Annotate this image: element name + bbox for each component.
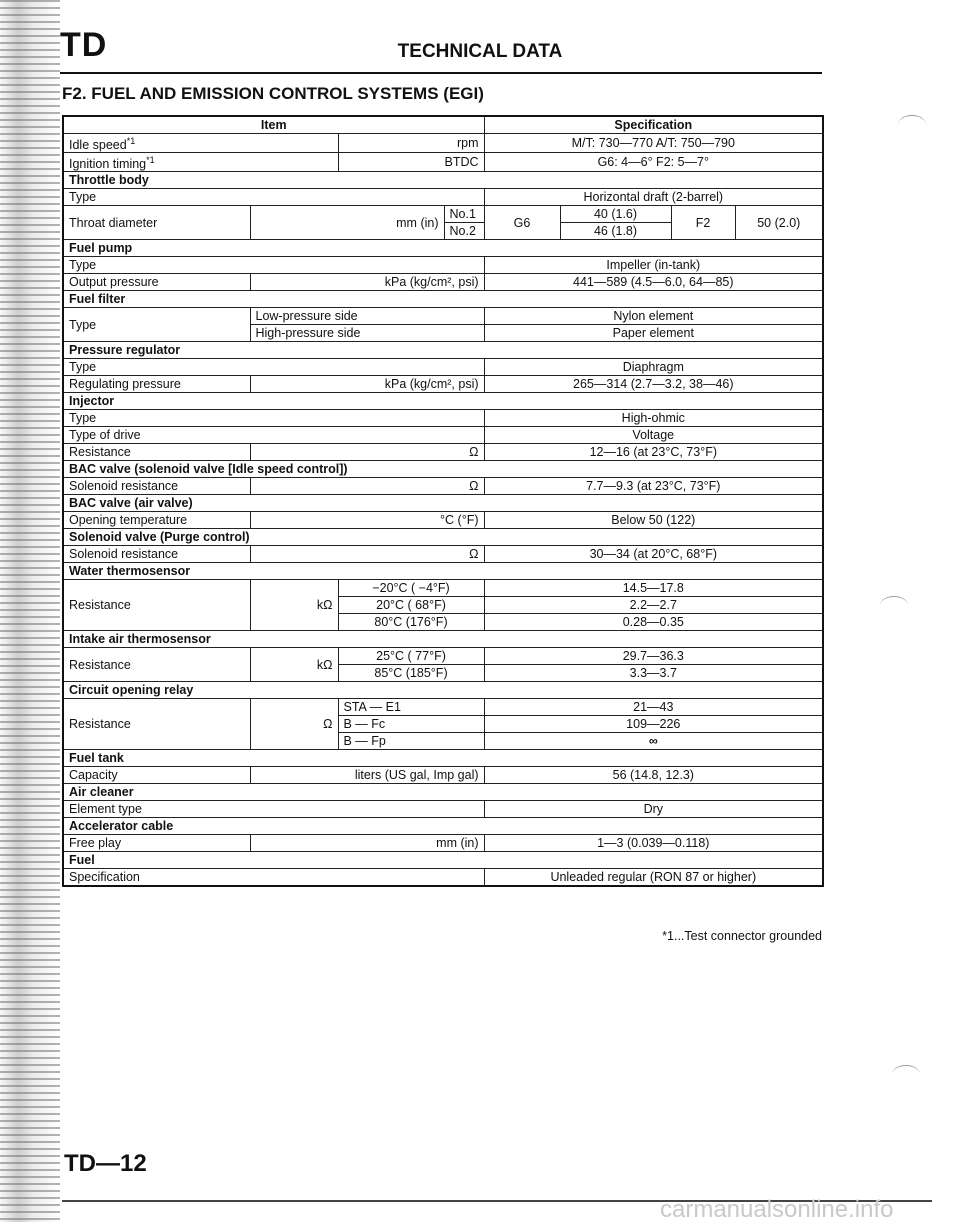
table-header-row	[63, 116, 823, 134]
section-title: F2. FUEL AND EMISSION CONTROL SYSTEMS (EGI)	[62, 84, 484, 103]
row-value: 0.28—0.35	[484, 614, 823, 631]
row-label: Type	[63, 257, 484, 274]
row-unit: mm (in)	[250, 206, 444, 240]
section-row	[63, 852, 823, 869]
table-row	[63, 767, 823, 784]
table-row	[63, 546, 823, 563]
header-rule	[60, 72, 822, 74]
row-label: Type	[63, 189, 484, 206]
table-row	[63, 580, 823, 597]
row-label: Regulating pressure	[63, 376, 250, 393]
header-title: TECHNICAL DATA	[397, 41, 563, 62]
margin-mark	[892, 1065, 920, 1084]
row-value: Paper element	[484, 325, 823, 342]
row-label: Free play	[63, 835, 250, 852]
table-row	[63, 134, 823, 153]
row-value: 7.7—9.3 (at 23°C, 73°F)	[484, 478, 823, 495]
row-value: 29.7—36.3	[484, 648, 823, 665]
section-heading: Solenoid valve (Purge control)	[63, 529, 823, 546]
row-label: Resistance	[63, 444, 250, 461]
section-row	[63, 240, 823, 257]
section-heading: Air cleaner	[63, 784, 823, 801]
row-value: 109—226	[484, 716, 823, 733]
section-row	[63, 529, 823, 546]
section-heading: Accelerator cable	[63, 818, 823, 835]
row-unit: Ω	[250, 478, 484, 495]
row-value: Dry	[484, 801, 823, 818]
sub-label: High-pressure side	[250, 325, 484, 342]
row-label: Type of drive	[63, 427, 484, 444]
sub-label: STA — E1	[338, 699, 484, 716]
sub-label: G6	[484, 206, 560, 240]
row-value: 3.3—3.7	[484, 665, 823, 682]
row-value: Impeller (in-tank)	[484, 257, 823, 274]
row-label: Specification	[63, 869, 484, 887]
row-unit: kPa (kg/cm², psi)	[250, 274, 484, 291]
row-unit: kΩ	[250, 648, 338, 682]
section-heading: Circuit opening relay	[63, 682, 823, 699]
row-label: Resistance	[63, 648, 250, 682]
row-unit: °C (°F)	[250, 512, 484, 529]
row-unit: Ω	[250, 699, 338, 750]
row-unit: mm (in)	[250, 835, 484, 852]
table-row	[63, 444, 823, 461]
row-value: 30—34 (at 20°C, 68°F)	[484, 546, 823, 563]
section-heading: Intake air thermosensor	[63, 631, 823, 648]
table-row	[63, 359, 823, 376]
table-row	[63, 410, 823, 427]
row-label: Throat diameter	[63, 206, 250, 240]
table-row	[63, 801, 823, 818]
row-value: Nylon element	[484, 308, 823, 325]
row-label: Solenoid resistance	[63, 546, 250, 563]
sub-label: No.2	[444, 223, 484, 240]
sub-label: 20°C ( 68°F)	[338, 597, 484, 614]
table-row	[63, 206, 823, 223]
row-label: Type	[63, 359, 484, 376]
row-label: Type	[63, 308, 250, 342]
row-label: Element type	[63, 801, 484, 818]
row-label: Capacity	[63, 767, 250, 784]
section-heading: Fuel tank	[63, 750, 823, 767]
row-value: 265—314 (2.7—3.2, 38—46)	[484, 376, 823, 393]
row-unit: rpm	[338, 134, 484, 153]
watermark: carmanualsonline.info	[660, 1196, 894, 1223]
row-unit: BTDC	[338, 153, 484, 172]
row-value: 40 (1.6)	[560, 206, 671, 223]
sub-label: −20°C ( −4°F)	[338, 580, 484, 597]
table-row	[63, 274, 823, 291]
section-row	[63, 495, 823, 512]
table-row	[63, 376, 823, 393]
row-value: G6: 4—6° F2: 5—7°	[484, 153, 823, 172]
row-value: High-ohmic	[484, 410, 823, 427]
row-label: Idle speed$^{*1}$	[63, 134, 338, 153]
row-label: Type	[63, 410, 484, 427]
section-heading: Fuel pump	[63, 240, 823, 257]
section-row	[63, 393, 823, 410]
row-value: 2.2—2.7	[484, 597, 823, 614]
row-unit: Ω	[250, 444, 484, 461]
row-unit: kΩ	[250, 580, 338, 631]
row-value: 21—43	[484, 699, 823, 716]
row-label: Opening temperature	[63, 512, 250, 529]
spec-header: Specification	[484, 116, 823, 134]
item-header: Item	[63, 116, 484, 134]
table-row	[63, 153, 823, 172]
section-row	[63, 342, 823, 359]
table-row	[63, 648, 823, 665]
row-value: ∞	[484, 733, 823, 750]
row-unit: Ω	[250, 546, 484, 563]
row-value: 12—16 (at 23°C, 73°F)	[484, 444, 823, 461]
page-number: TD—12	[64, 1150, 147, 1177]
row-label: Solenoid resistance	[63, 478, 250, 495]
row-label: Ignition timing$^{*1}$	[63, 153, 338, 172]
section-heading: Water thermosensor	[63, 563, 823, 580]
row-label: Resistance	[63, 699, 250, 750]
section-row	[63, 461, 823, 478]
row-label: Resistance	[63, 580, 250, 631]
section-row	[63, 750, 823, 767]
sub-label: No.1	[444, 206, 484, 223]
table-row	[63, 835, 823, 852]
sub-label: F2	[671, 206, 735, 240]
sub-label: B — Fp	[338, 733, 484, 750]
section-row	[63, 291, 823, 308]
section-heading: Injector	[63, 393, 823, 410]
section-row	[63, 818, 823, 835]
table-row	[63, 427, 823, 444]
scan-binding-edge	[0, 0, 60, 1222]
row-value: 50 (2.0)	[735, 206, 823, 240]
row-value: Horizontal draft (2-barrel)	[484, 189, 823, 206]
footnote: *1...Test connector grounded	[662, 929, 822, 943]
table-row	[63, 869, 823, 887]
sub-label: 80°C (176°F)	[338, 614, 484, 631]
margin-mark	[898, 115, 926, 134]
row-value: Diaphragm	[484, 359, 823, 376]
section-row	[63, 682, 823, 699]
section-row	[63, 631, 823, 648]
section-heading: Throttle body	[63, 172, 823, 189]
table-row	[63, 189, 823, 206]
sub-label: B — Fc	[338, 716, 484, 733]
sub-label: Low-pressure side	[250, 308, 484, 325]
table-row	[63, 699, 823, 716]
table-row	[63, 478, 823, 495]
section-heading: Fuel	[63, 852, 823, 869]
header-code: TD	[60, 26, 108, 64]
section-heading: Pressure regulator	[63, 342, 823, 359]
row-value: Below 50 (122)	[484, 512, 823, 529]
section-heading: BAC valve (air valve)	[63, 495, 823, 512]
section-heading: BAC valve (solenoid valve [Idle speed control])	[63, 461, 823, 478]
row-value: 46 (1.8)	[560, 223, 671, 240]
sub-label: 25°C ( 77°F)	[338, 648, 484, 665]
row-value: 1—3 (0.039—0.118)	[484, 835, 823, 852]
table-row	[63, 308, 823, 325]
row-label: Output pressure	[63, 274, 250, 291]
section-row	[63, 172, 823, 189]
row-value: Unleaded regular (RON 87 or higher)	[484, 869, 823, 887]
sub-label: 85°C (185°F)	[338, 665, 484, 682]
row-value: 56 (14.8, 12.3)	[484, 767, 823, 784]
margin-mark	[880, 596, 908, 615]
table-row	[63, 257, 823, 274]
row-value: 441—589 (4.5—6.0, 64—85)	[484, 274, 823, 291]
row-value: Voltage	[484, 427, 823, 444]
section-heading: Fuel filter	[63, 291, 823, 308]
section-row	[63, 563, 823, 580]
row-value: 14.5—17.8	[484, 580, 823, 597]
table-row	[63, 512, 823, 529]
row-value: M/T: 730—770 A/T: 750—790	[484, 134, 823, 153]
row-unit: kPa (kg/cm², psi)	[250, 376, 484, 393]
section-row	[63, 784, 823, 801]
spec-table	[62, 115, 824, 887]
row-unit: liters (US gal, Imp gal)	[250, 767, 484, 784]
